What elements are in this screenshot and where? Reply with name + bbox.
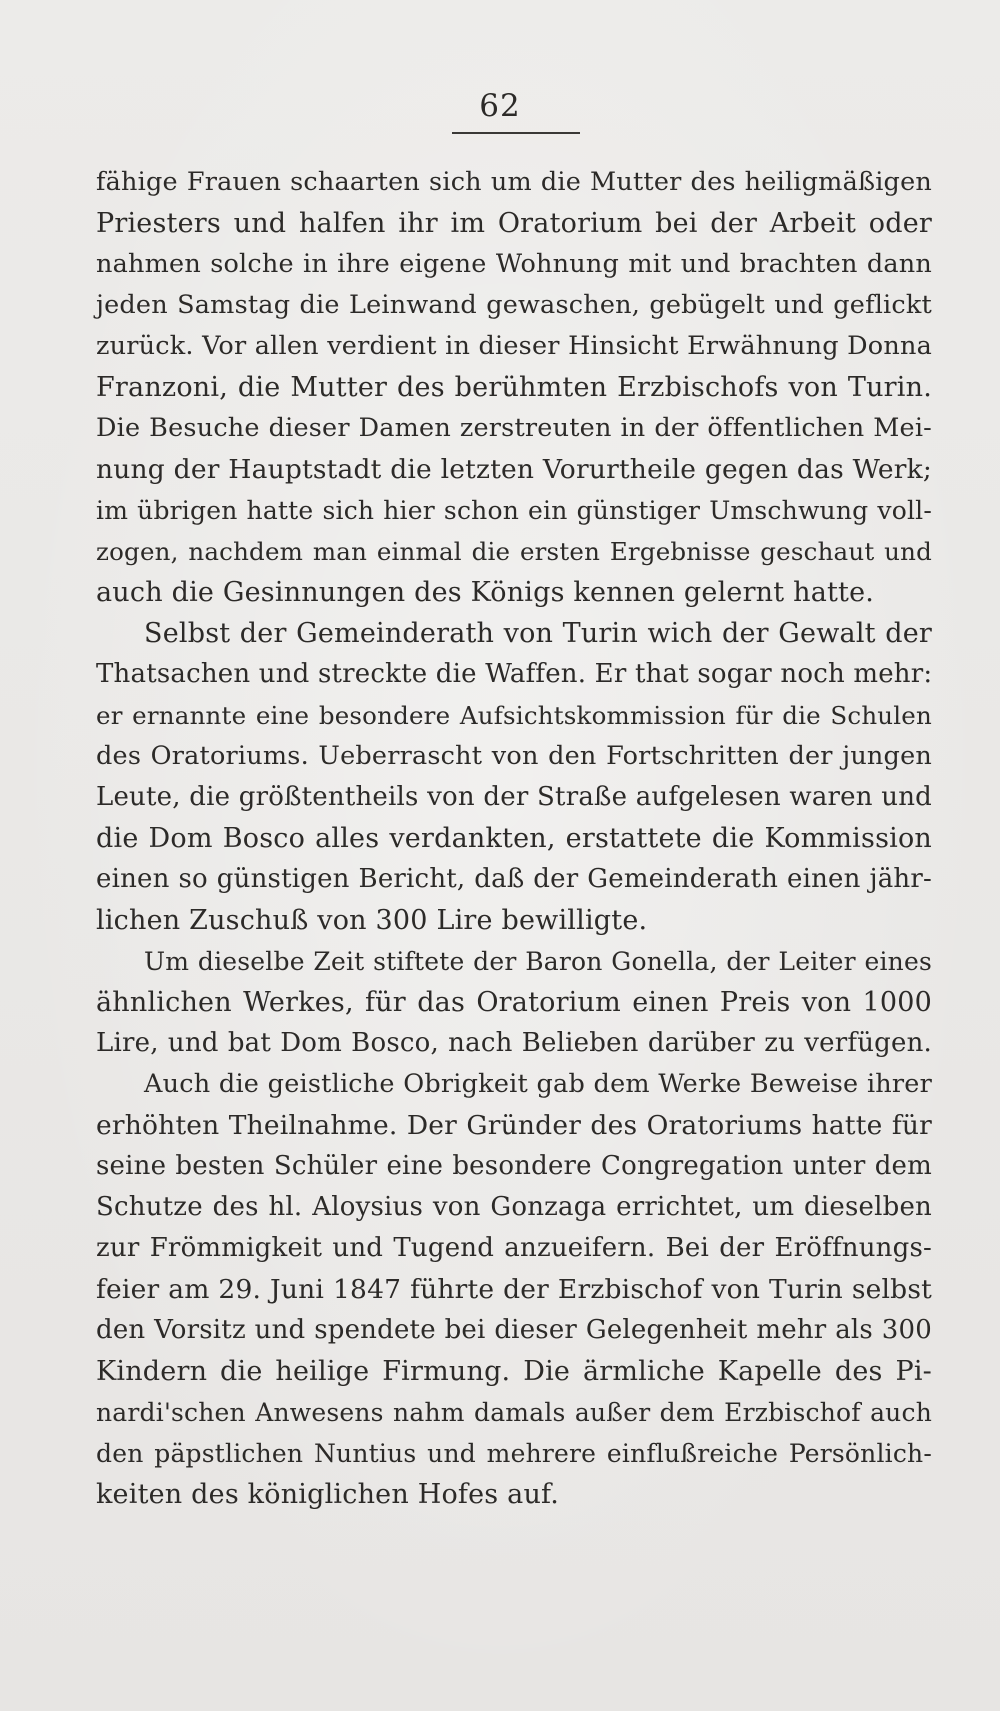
text-line: zogen, nachdem man einmal die ersten Ergebnisse geschaut und — [96, 537, 932, 566]
text-line: Leute, die größtentheils von der Straße aufgelesen waren und — [96, 782, 932, 812]
text-line: lichen Zuschuß von 300 Lire bewilligte. — [96, 905, 648, 936]
text-line: einen so günstigen Bericht, daß der Gemeinderath einen jähr- — [96, 864, 932, 894]
text-line: feier am 29. Juni 1847 führte der Erzbischof von Turin selbst — [96, 1274, 932, 1305]
text-line: nardi'schen Anwesens nahm damals außer dem Erzbischof auch — [96, 1398, 932, 1427]
text-line: den Vorsitz und spendete bei dieser Gelegenheit mehr als 300 — [96, 1315, 932, 1345]
text-line: im übrigen hatte sich hier schon ein günstiger Umschwung voll- — [96, 496, 932, 525]
body-text — [96, 162, 932, 1515]
text-line: Selbst der Gemeinderath von Turin wich der Gewalt der — [144, 618, 932, 649]
page-header — [0, 88, 1000, 124]
text-line: nung der Hauptstadt die letzten Vorurtheile gegen das Werk; — [96, 454, 932, 485]
text-line: zurück. Vor allen verdient in dieser Hinsicht Erwähnung Donna — [96, 331, 932, 361]
text-line: Lire, und bat Dom Bosco, nach Belieben darüber zu verfügen. — [96, 1028, 932, 1058]
text-line: Thatsachen und streckte die Waffen. Er that sogar noch mehr: — [96, 659, 933, 689]
page-number: 62 — [479, 88, 521, 124]
text-line: des Oratoriums. Ueberrascht von den Fortschritten der jungen — [96, 741, 932, 771]
text-line: keiten des königlichen Hofes auf. — [96, 1479, 560, 1510]
text-line: den päpstlichen Nuntius und mehrere einflußreiche Persönlich- — [96, 1439, 932, 1468]
text-line: erhöhten Theilnahme. Der Gründer des Oratoriums hatte für — [96, 1110, 932, 1141]
text-line: ähnlichen Werkes, für das Oratorium einen Preis von 1000 — [96, 987, 932, 1018]
text-line: fähige Frauen schaarten sich um die Mutter des heiligmäßigen — [96, 167, 932, 197]
text-line: die Dom Bosco alles verdankten, erstattete die Kommission — [96, 823, 932, 854]
text-line: er ernannte eine besondere Aufsichtskommission für die Schulen — [96, 701, 932, 730]
header-rule — [452, 132, 580, 134]
text-line: Schutze des hl. Aloysius von Gonzaga errichtet, um dieselben — [96, 1192, 932, 1222]
text-line: Die Besuche dieser Damen zerstreuten in der öffentlichen Mei- — [96, 413, 932, 443]
text-line: Kindern die heilige Firmung. Die ärmliche Kapelle des Pi- — [96, 1356, 932, 1387]
text-line: jeden Samstag die Leinwand gewaschen, gebügelt und geflickt — [96, 290, 932, 320]
text-line: Um dieselbe Zeit stiftete der Baron Gonella, der Leiter eines — [144, 947, 932, 976]
text-line: zur Frömmigkeit und Tugend anzueifern. Bei der Eröffnungs- — [96, 1233, 932, 1263]
text-line: nahmen solche in ihre eigene Wohnung mit und brachten dann — [96, 249, 932, 279]
text-line: auch die Gesinnungen des Königs kennen gelernt hatte. — [96, 577, 875, 608]
text-line: Auch die geistliche Obrigkeit gab dem Werke Beweise ihrer — [144, 1069, 932, 1099]
text-line: Franzoni, die Mutter des berühmten Erzbischofs von Turin. — [96, 372, 932, 403]
text-line: seine besten Schüler eine besondere Congregation unter dem — [96, 1151, 932, 1181]
text-line: Priesters und halfen ihr im Oratorium bei der Arbeit oder — [96, 208, 932, 239]
